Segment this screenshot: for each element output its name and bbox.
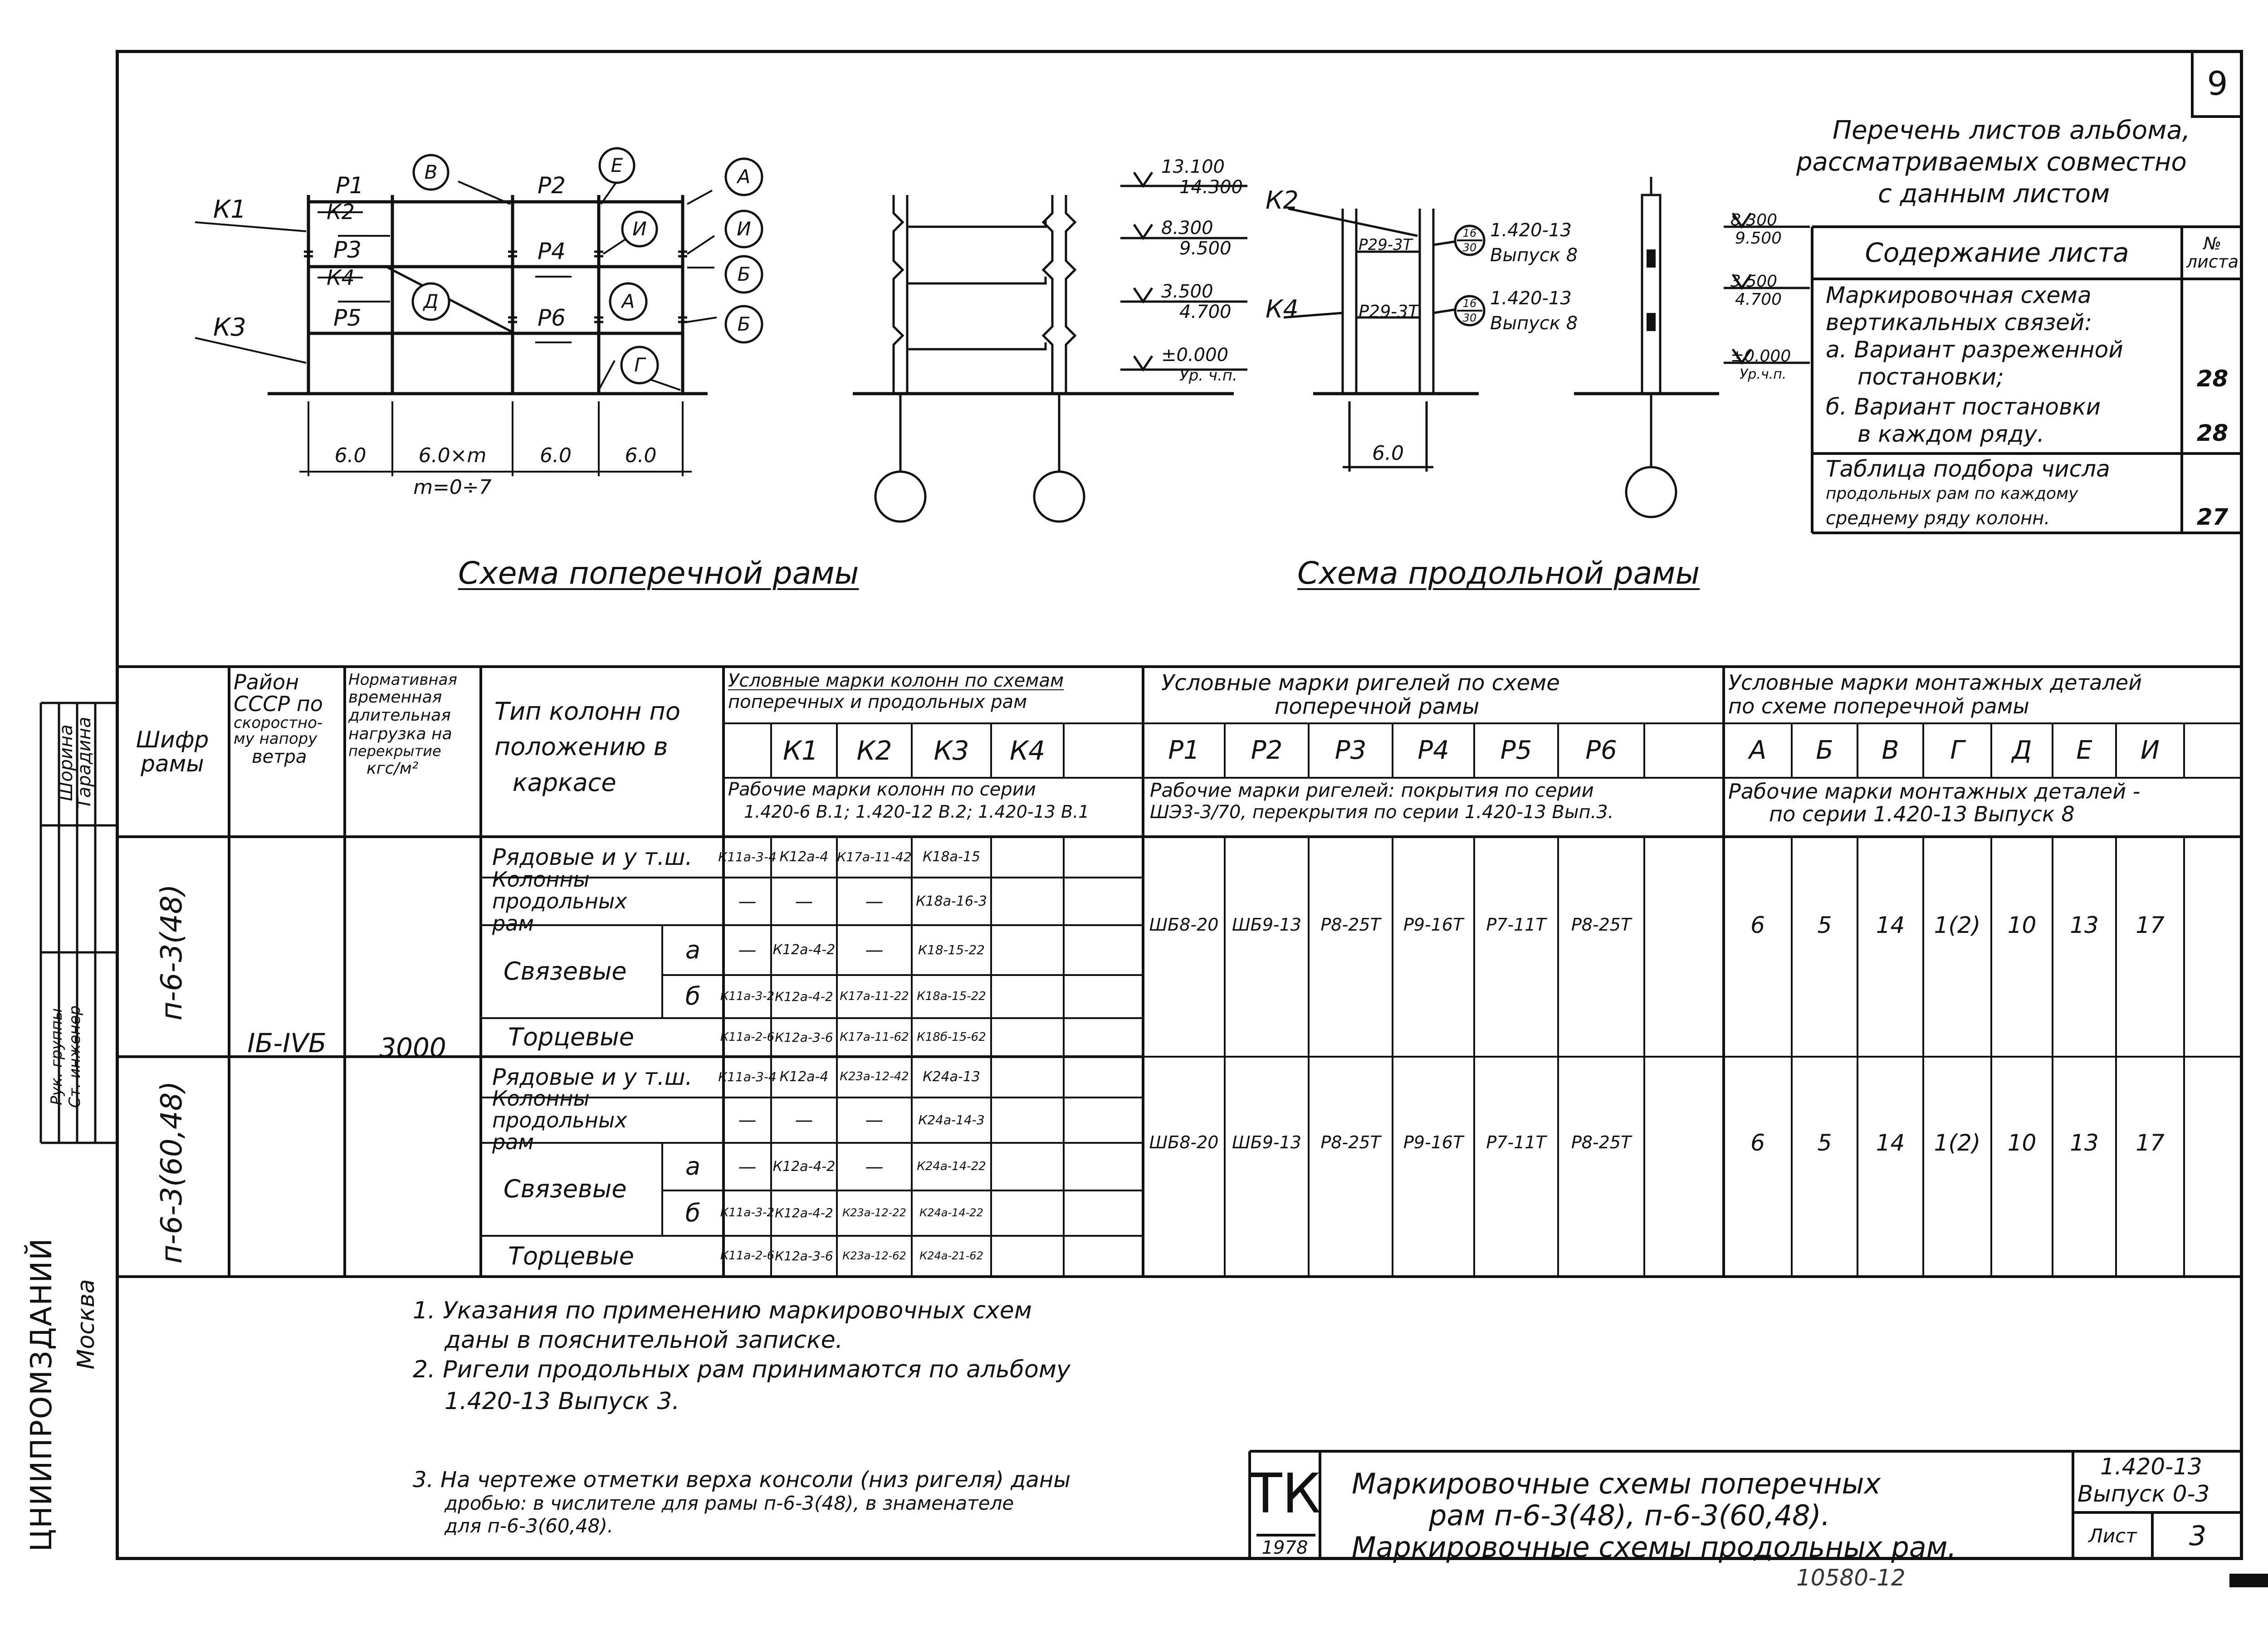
node-2-den: 30 (1462, 312, 1477, 325)
th-beam-sub-1: Рабочие марки ригелей: покрытия по серии (1150, 779, 1594, 801)
sheet-value: 3 (2189, 1520, 2207, 1552)
th-det-G: Г (1950, 735, 1965, 765)
th-P1: Р1 (1168, 735, 1200, 765)
g1-r5-K1: К11а-2-6 (720, 1030, 775, 1044)
right-elev-2: 9.500 (1735, 229, 1782, 248)
g1-r5-K4: К18б-15-62 (917, 1030, 986, 1044)
g1-r3-K4: К18-15-22 (918, 942, 985, 958)
th-det-E: Е (2076, 735, 2092, 765)
g1-det-D: 10 (2007, 912, 2037, 938)
caption-longitudinal: Схема продольной рамы (1297, 556, 1700, 591)
g1-row3-type: Связевые (503, 957, 627, 986)
label-P4: Р4 (538, 238, 566, 264)
long-dim: 6.0 (1372, 441, 1404, 465)
g1-beam-P3: Р8-25Т (1320, 915, 1381, 935)
org-name: ЦНИИПРОМЗДАНИЙ (25, 1237, 59, 1552)
sheet-list-title-1: Перечень листов альбома, (1833, 116, 2190, 145)
label-P1: Р1 (336, 172, 364, 199)
g2-det-D: 10 (2007, 1129, 2037, 1156)
th-K4: К4 (1009, 735, 1046, 766)
elev-3-den: 4.700 (1179, 302, 1232, 322)
frame-code-2: п-6-3(60,48) (155, 1081, 189, 1264)
g1-r5-K2: К12а-3-6 (775, 1029, 833, 1045)
node-1-series: 1.420-13 (1490, 220, 1572, 241)
g2-r4-K3: К23а-12-22 (842, 1206, 906, 1219)
label-K4: К4 (327, 265, 355, 290)
g2-r4-K1: К11а-3-2 (720, 1206, 775, 1220)
sheet-row-2-line-3: среднему ряду колонн. (1826, 508, 2050, 529)
g1-r3-K2: К12а-4-2 (772, 942, 836, 958)
name-1: Шорина (56, 724, 77, 801)
th-beam-sub-2: ШЭ3-3/70, перекрытия по серии 1.420-13 Вып.3. (1150, 802, 1614, 823)
g1-det-B: 5 (1817, 912, 1832, 938)
long-beam-2: Р29-3Т (1359, 302, 1419, 322)
node-2-series: 1.420-13 (1490, 288, 1572, 309)
g2-beam-P1: ШБ8-20 (1149, 1132, 1219, 1153)
g1-r1-K3: К17а-11-42 (837, 849, 912, 865)
g1-r1-K4: К18а-15 (923, 849, 980, 865)
g1-det-G: 1(2) (1934, 912, 1981, 938)
th-region-5: ветра (252, 746, 307, 767)
th-load-4: нагрузка на (348, 724, 452, 743)
g2-r3-K3: — (865, 1156, 884, 1177)
g2-beam-P6: Р8-25Т (1571, 1132, 1632, 1153)
note-1: 1. Указания по применению маркировочных схем (413, 1297, 1032, 1324)
elev-4-num: ±0.000 (1161, 345, 1229, 366)
g1-beam-P2: ШБ9-13 (1232, 915, 1301, 935)
g2-r2-K3: — (865, 1110, 884, 1131)
label-P6: Р6 (538, 305, 566, 331)
node-1-den: 30 (1462, 241, 1477, 254)
g2-det-A: 6 (1750, 1129, 1765, 1156)
g2-r1-K3: К23а-12-42 (840, 1070, 909, 1084)
sheet-row-1b-number: 28 (2196, 419, 2229, 446)
th-beam-group-1: Условные марки ригелей по схеме (1161, 670, 1560, 696)
th-type-1: Тип колонн по (494, 697, 680, 726)
dim-4: 6.0 (625, 444, 657, 467)
th-load-2: временная (348, 688, 442, 707)
elev-3-num: 3.500 (1161, 281, 1213, 302)
node-2-issue: Выпуск 8 (1490, 313, 1578, 334)
th-K1: К1 (782, 735, 819, 766)
th-P5: Р5 (1500, 735, 1532, 765)
g2-r3-K1: — (738, 1156, 757, 1177)
dim-1: 6.0 (334, 444, 367, 467)
dim-3: 6.0 (540, 444, 572, 467)
sheet-row-2-line-1: Таблица подбора числа (1826, 456, 2110, 482)
label-P3: Р3 (333, 237, 362, 263)
circle-text-A-top: А (737, 165, 751, 188)
th-det-D: Д (2012, 735, 2032, 765)
g1-beam-P6: Р8-25Т (1571, 915, 1632, 935)
org-city: Москва (73, 1279, 100, 1370)
g1-r4-K3: К17а-11-22 (840, 989, 909, 1003)
load-value: 3000 (379, 1032, 446, 1063)
g1-det-A: 6 (1750, 912, 1765, 938)
circle-text-G: Г (634, 353, 645, 376)
elev-2-den: 9.500 (1179, 238, 1232, 259)
sheet-row-1a-number: 28 (2196, 365, 2229, 392)
th-det-A: А (1749, 735, 1767, 765)
g1-row1-type: Рядовые и у т.ш. (492, 844, 693, 870)
g2-r2-K4: К24а-14-3 (918, 1112, 985, 1128)
th-col-group-2: поперечных и продольных рам (728, 692, 1027, 712)
sheet-row-1-line-1: Маркировочная схема (1826, 282, 2092, 308)
long-label-K4: К4 (1266, 295, 1299, 323)
g1-r2-K1: — (738, 891, 757, 912)
label-K1: К1 (213, 195, 246, 224)
g2-row3-type: Связевые (503, 1175, 627, 1204)
long-beam-1: Р29-3Т (1359, 236, 1413, 254)
th-det-sub-1: Рабочие марки монтажных деталей - (1728, 779, 2141, 804)
page-number: 9 (2207, 64, 2228, 103)
g2-beam-P2: ШБ9-13 (1232, 1132, 1301, 1153)
th-det-B: Б (1816, 735, 1833, 765)
th-col-sub-2: 1.420-6 В.1; 1.420-12 В.2; 1.420-13 В.1 (744, 802, 1090, 822)
g1-r2-K3: — (865, 891, 884, 912)
title-line-3: Маркировочные схемы продольных рам. (1352, 1531, 1957, 1564)
th-P3: Р3 (1334, 735, 1367, 765)
g2-r4-K4: К24а-14-22 (919, 1206, 983, 1219)
sheet-row-1-line-4: постановки; (1857, 364, 2004, 390)
g2-r3-K2: К12а-4-2 (772, 1158, 836, 1175)
th-code-line-2: рамы (141, 750, 204, 777)
g2-r5-K3: К23а-12-62 (842, 1249, 906, 1263)
g1-r5-K3: К17а-11-62 (840, 1030, 909, 1044)
g2-beam-P5: Р7-11Т (1486, 1132, 1546, 1153)
sheet-list-title-3: с данным листом (1878, 179, 2110, 209)
right-elev-3: 3.500 (1730, 272, 1778, 291)
note-3b: дробью: в числителе для рамы п-6-3(48), в знаменателе (445, 1492, 1014, 1514)
sheet-list-header-number: № листа (2186, 233, 2239, 272)
g2-r1-K4: К24а-13 (923, 1069, 980, 1085)
th-region-1: Район (234, 670, 299, 694)
name-2: Тарадина (74, 717, 95, 809)
g1-r4-K2: К12а-4-2 (775, 989, 833, 1004)
label-P2: Р2 (538, 172, 566, 199)
elev-1-num: 13.100 (1161, 156, 1225, 177)
th-det-group-1: Условные марки монтажных деталей (1728, 670, 2142, 695)
stamp-year: 1978 (1261, 1537, 1308, 1558)
th-load-3: длительная (348, 706, 451, 725)
sheet-row-1-line-6: в каждом ряду. (1857, 421, 2044, 447)
note-3c: для п-6-3(60,48). (445, 1515, 614, 1537)
g2-r2-K2: — (795, 1110, 813, 1131)
right-elev-5: ±0.000 (1730, 347, 1791, 366)
frame-code-1: п-6-3(48) (155, 884, 189, 1021)
g2-row5-type: Торцевые (508, 1241, 634, 1270)
th-load-5: перекрытие (348, 742, 441, 760)
circle-text-B2-lower: Б (737, 312, 751, 335)
sheet-row-1-line-3: а. Вариант разреженной (1826, 337, 2123, 363)
g2-r4-K2: К12а-4-2 (775, 1205, 833, 1221)
g2-r5-K4: К24а-21-62 (919, 1249, 983, 1263)
g2-row2-type: Колонны продольных рам (492, 1086, 627, 1155)
elev-4-den: Ур. ч.п. (1179, 366, 1237, 385)
th-col-sub-1: Рабочие марки колонн по серии (728, 779, 1036, 800)
circle-text-I-mid: И (632, 217, 647, 240)
label-K2: К2 (327, 200, 355, 224)
series-line-2: Выпуск 0-3 (2077, 1481, 2210, 1507)
g1-r4-K4: К18а-15-22 (917, 989, 986, 1003)
g1-row5-type: Торцевые (508, 1023, 634, 1052)
title-line-1: Маркировочные схемы поперечных (1352, 1467, 1881, 1500)
g2-r3-K4: К24а-14-22 (917, 1159, 986, 1173)
g2-r2-K1: — (738, 1110, 757, 1131)
sheet-label: Лист (2088, 1525, 2137, 1547)
dim-2: 6.0×m (418, 444, 487, 467)
g1-beam-P4: Р9-16Т (1403, 915, 1464, 935)
stamp-letters: ТК (1249, 1463, 1321, 1526)
th-type-3: каркасе (513, 768, 616, 797)
th-K2: К2 (856, 735, 892, 766)
note-1b: даны в пояснительной записке. (445, 1327, 843, 1354)
label-P5: Р5 (333, 305, 362, 331)
th-det-sub-2: по серии 1.420-13 Выпуск 8 (1769, 802, 2075, 826)
g1-det-I: 17 (2136, 912, 2165, 938)
node-2-num: 16 (1462, 297, 1477, 310)
g2-beam-P3: Р8-25Т (1320, 1132, 1381, 1153)
label-K3: К3 (213, 313, 246, 341)
long-label-K2: К2 (1266, 186, 1299, 215)
g1-r2-K2: — (795, 891, 813, 912)
g1-beam-P5: Р7-11Т (1486, 915, 1546, 935)
circle-text-B2-upper: Б (737, 263, 751, 285)
right-elev-6: Ур.ч.п. (1740, 366, 1787, 382)
elev-2-num: 8.300 (1161, 218, 1213, 239)
th-det-V: В (1882, 735, 1899, 765)
th-P6: Р6 (1585, 735, 1617, 765)
g2-det-B: 5 (1817, 1129, 1832, 1156)
g2-r5-K2: К12а-3-6 (775, 1249, 833, 1264)
g1-row3-sub: а (685, 935, 701, 964)
node-1-num: 16 (1462, 227, 1477, 240)
th-region-4: му напору (234, 730, 318, 748)
circle-text-I-right: И (737, 217, 751, 240)
th-type-2: положению в (494, 732, 668, 761)
g2-r1-K1: К11а-3-4 (718, 1069, 777, 1085)
th-K3: К3 (934, 735, 969, 766)
right-elev-4: 4.700 (1735, 290, 1782, 309)
g1-r4-K1: К11а-3-2 (720, 989, 775, 1003)
g2-det-V: 14 (1876, 1129, 1905, 1156)
g1-r3-K1: — (738, 940, 757, 961)
sheet-row-1-line-5: б. Вариант постановки (1826, 394, 2101, 420)
g1-r3-K3: — (865, 940, 884, 961)
th-region-3: скоростно- (234, 713, 323, 732)
g1-row2-type: Колонны продольных рам (492, 867, 627, 936)
circle-text-D: Д (423, 290, 439, 312)
g1-r1-K1: К11а-3-4 (718, 849, 777, 865)
caption-transverse: Схема поперечной рамы (458, 556, 859, 591)
th-P4: Р4 (1418, 735, 1449, 765)
g2-beam-P4: Р9-16Т (1403, 1132, 1464, 1153)
note-2: 2. Ригели продольных рам принимаются по альбому (413, 1356, 1070, 1383)
g2-r5-K1: К11а-2-6 (720, 1249, 775, 1263)
th-code-line-1: Шифр (136, 727, 209, 753)
th-region-2: СССР по (234, 692, 323, 717)
g1-r1-K2: К12а-4 (779, 849, 829, 865)
note-3: 3. На чертеже отметки верха консоли (низ ригеля) даны (413, 1467, 1071, 1493)
sheet-row-2-line-2: продольных рам по каждому (1826, 484, 2078, 503)
series-line-1: 1.420-13 (2100, 1454, 2202, 1480)
title-line-2: рам п-6-3(48), п-6-3(60,48). (1429, 1499, 1830, 1532)
g1-det-V: 14 (1876, 912, 1905, 938)
elev-1-den: 14.300 (1179, 177, 1243, 198)
circle-text-E: Е (611, 154, 623, 176)
th-beam-group-2: поперечной рамы (1275, 694, 1480, 719)
th-det-I: И (2141, 735, 2160, 765)
g1-r2-K4: К18а-16-3 (916, 893, 987, 909)
g1-row4-sub: б (685, 982, 701, 1011)
node-1-issue: Выпуск 8 (1490, 245, 1578, 266)
circle-text-A-mid: А (621, 290, 635, 312)
g2-row3-sub: а (685, 1152, 701, 1181)
g2-row1-type: Рядовые и у т.ш. (492, 1063, 693, 1090)
g2-r1-K2: К12а-4 (779, 1069, 829, 1085)
g1-beam-P1: ШБ8-20 (1149, 915, 1219, 935)
right-elev-1: 8.300 (1730, 211, 1778, 229)
g2-det-E: 13 (2070, 1129, 2099, 1156)
role-2: Ст. инженер (66, 1005, 84, 1108)
sheet-list-title-2: рассматриваемых совместно (1796, 147, 2187, 177)
g1-det-E: 13 (2070, 912, 2099, 938)
region-value: IБ-IVБ (247, 1027, 327, 1058)
g2-row4-sub: б (685, 1198, 701, 1227)
bottom-number: 10580-12 (1796, 1565, 1906, 1591)
th-load-6: кгс/м² (367, 759, 419, 778)
g2-det-G: 1(2) (1934, 1129, 1981, 1156)
sheet-list-header-content: Содержание листа (1865, 237, 2129, 268)
circle-text-B: В (424, 161, 438, 183)
role-1: Рук. группы (48, 1008, 66, 1105)
sheet-row-1-line-2: вертикальных связей: (1826, 309, 2092, 336)
note-2b: 1.420-13 Выпуск 3. (445, 1388, 679, 1415)
th-P2: Р2 (1251, 735, 1283, 765)
th-det-group-2: по схеме поперечной рамы (1728, 694, 2029, 718)
th-col-group-1: Условные марки колонн по схемам (728, 670, 1064, 691)
th-load-1: Нормативная (348, 671, 457, 689)
g2-det-I: 17 (2136, 1129, 2165, 1156)
dim-note: m=0÷7 (413, 475, 492, 499)
sheet-row-2-number: 27 (2196, 503, 2229, 530)
